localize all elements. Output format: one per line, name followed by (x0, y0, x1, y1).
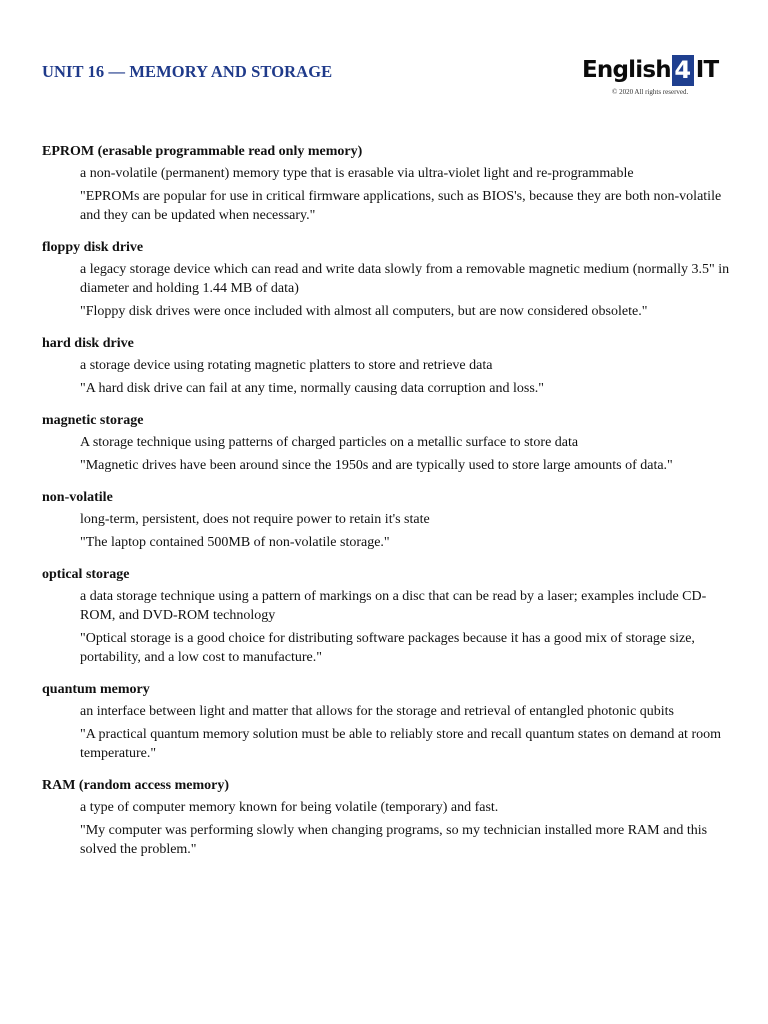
glossary-definition: long-term, persistent, does not require power to retain it's state (80, 512, 430, 527)
glossary-entry (42, 488, 732, 552)
glossary-example: "My computer was performing slowly when changing programs, so my technician installed more RAM and this solved the problem." (80, 823, 708, 857)
page-title: UNIT 16 — MEMORY AND STORAGE (42, 62, 333, 81)
glossary-entry (42, 565, 732, 667)
glossary-example: "Optical storage is a good choice for distributing software packages because it has a good mix of storage size, portability, and a low cost to manufacture." (80, 631, 695, 665)
glossary-example: "Floppy disk drives were once included with almost all computers, but are now considered obsolete." (80, 304, 648, 319)
glossary-example: "The laptop contained 500MB of non-volatile storage." (80, 535, 390, 550)
glossary-definition: A storage technique using patterns of charged particles on a metallic surface to store data (80, 435, 579, 450)
glossary-example: "A hard disk drive can fail at any time, normally causing data corruption and loss." (80, 381, 544, 396)
english4it-logo (582, 50, 718, 90)
glossary-entry (42, 142, 732, 225)
glossary-example: "EPROMs are popular for use in critical firmware applications, such as BIOS's, because they are both non-volatile and they can be updated when necessary." (80, 189, 722, 223)
logo-suffix: IT (695, 56, 719, 83)
glossary-definition: a type of computer memory known for being volatile (temporary) and fast. (80, 800, 499, 815)
glossary-entry (42, 411, 732, 475)
glossary-term: optical storage (42, 567, 130, 582)
logo-badge: 4 (672, 55, 694, 86)
glossary-term: magnetic storage (42, 413, 144, 428)
glossary-definition: a legacy storage device which can read and write data slowly from a removable magnetic medium (normally 3.5" in diameter and holding 1.44 MB of data) (80, 262, 730, 296)
logo-text: English (582, 56, 671, 83)
glossary-definition: an interface between light and matter that allows for the storage and retrieval of entangled photonic qubits (80, 704, 675, 719)
glossary-entry (42, 680, 732, 763)
glossary-term: quantum memory (42, 682, 150, 697)
glossary-list (42, 142, 732, 872)
copyright-notice: © 2020 All rights reserved. (612, 88, 689, 96)
glossary-example: "A practical quantum memory solution must be able to reliably store and recall quantum states on demand at room temperature." (80, 727, 721, 761)
glossary-term: non-volatile (42, 490, 113, 505)
glossary-definition: a storage device using rotating magnetic platters to store and retrieve data (80, 358, 493, 373)
glossary-term: EPROM (erasable programmable read only memory) (42, 144, 363, 159)
glossary-example: "Magnetic drives have been around since the 1950s and are typically used to store large amounts of data." (80, 458, 673, 473)
glossary-term: RAM (random access memory) (42, 778, 229, 793)
glossary-entry (42, 238, 732, 321)
glossary-entry (42, 776, 732, 859)
glossary-entry (42, 334, 732, 398)
glossary-term: hard disk drive (42, 336, 134, 351)
glossary-term: floppy disk drive (42, 240, 144, 255)
glossary-definition: a non-volatile (permanent) memory type that is erasable via ultra-violet light and re-programmable (80, 166, 634, 181)
glossary-definition: a data storage technique using a pattern of markings on a disc that can be read by a laser; examples include CD-ROM, and DVD-ROM technology (80, 589, 707, 623)
